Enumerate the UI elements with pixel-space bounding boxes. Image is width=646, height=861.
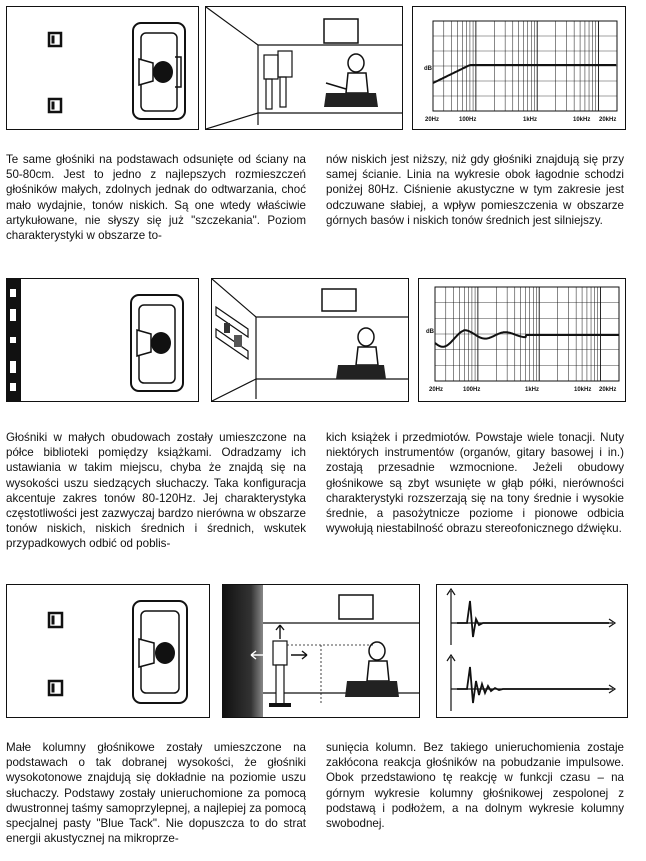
graph-x-tick: 20Hz bbox=[425, 117, 440, 123]
text-column-left-3 bbox=[6, 740, 306, 846]
speaker-icon bbox=[49, 99, 61, 112]
speaker-stand-icon bbox=[278, 51, 292, 77]
speaker-icon bbox=[49, 613, 62, 627]
room-perspective-2 bbox=[211, 278, 409, 402]
graph-x-tick: 20kHz bbox=[599, 117, 617, 123]
paragraph: nów niskich jest niższy, niż gdy głośniki znajdują się przy samej ścianie. Linia na wykresie obok łagodnie schodzi poniżej 80Hz. Ciśnienie akustyczne w tym zakresie jest odczuwane słabiej, a wpływ pomieszczenia w obszarze górnych basów i niskich tonów średnich jest silniejszy. bbox=[326, 153, 624, 227]
graph-x-tick: 100Hz bbox=[459, 117, 477, 123]
paragraph: Głośniki w małych obudowach zostały umieszczone na półce biblioteki pomiędzy książkami. Odradzamy ich ustawiania w takim miejscu, chyba że znajdą się na wysokości uszu siedzących słuchaczy. Taka konfiguracja akcentuje zakres tonów 80-120Hz. Jej charakterystyka częstotliwości jest zazwyczaj bardzo nierówna w obszarze tonów niskich, niskich średnich i średnich, wskutek przypadkowych odbić od poblis- bbox=[6, 431, 306, 551]
graph-y-label: dB bbox=[426, 329, 434, 335]
room-plan-top-view-3 bbox=[6, 584, 210, 718]
text-column-right-2 bbox=[326, 430, 624, 536]
paragraph: Te same głośniki na podstawach odsunięte od ściany na 50-80cm. Jest to jedno z najlepszych rozmieszczeń głośników małych, zdolnych jednak do odtwarzania, choć mało wydajnie, tonów niskich. Są one wtedy właściwie artykułowane, nie słyszy się już "szczekania". Poziom charakterystyki w obszarze to- bbox=[6, 153, 306, 243]
frequency-response-plot-1 bbox=[413, 7, 625, 129]
paragraph: sunięcia kolumn. Bez takiego unieruchomienia zostaje zakłócona reakcja głośników na pobudzanie impulsowe. Obok przedstawiono tę reakcję w funkcji czasu – na górnym wykresie kolumny głośnikowej zespolonej z podstawą i podłożem, a na dolnym wykresie kolumny swobodnej. bbox=[326, 741, 624, 831]
frequency-response-graph-1 bbox=[412, 6, 626, 130]
graph-x-tick: 20Hz bbox=[429, 387, 444, 393]
listener-icon bbox=[369, 642, 385, 660]
graph-x-tick: 100Hz bbox=[463, 387, 481, 393]
response-curve bbox=[433, 65, 616, 83]
picture-frame-icon bbox=[339, 595, 373, 619]
text-column-left-1 bbox=[6, 152, 306, 243]
graph-x-tick: 1kHz bbox=[523, 117, 538, 123]
impulse-response-plot bbox=[437, 585, 627, 717]
text-column-right-1 bbox=[326, 152, 624, 228]
room-plan-top-view-1 bbox=[6, 6, 199, 130]
text-column-left-2 bbox=[6, 430, 306, 552]
room-plan-drawing-2 bbox=[7, 279, 198, 401]
graph-x-tick: 20kHz bbox=[599, 387, 617, 393]
listener-head-icon bbox=[153, 61, 173, 83]
picture-frame-icon bbox=[324, 19, 358, 43]
room-perspective-drawing-1 bbox=[206, 7, 402, 129]
room-plan-top-view-2 bbox=[6, 278, 199, 402]
room-perspective-drawing-2 bbox=[212, 279, 408, 401]
frequency-response-plot-2 bbox=[419, 279, 625, 401]
paragraph: Małe kolumny głośnikowe zostały umieszczone na podstawach o tak dobranej wysokości, że głośniki wysokotonowe znajdują się dokładnie na poziomie uszu słuchaczy. Podstawy zostały unieruchomione za pomocą dwustronnej taśmy samoprzylepnej, a najlepiej za pomocą specjalnej pasty "Blue Tack". Nie dopuszcza to do strat energii akustycznej na mikroprze- bbox=[6, 741, 306, 846]
room-perspective-1 bbox=[205, 6, 403, 130]
impulse-trace-fixed bbox=[457, 601, 609, 637]
text-column-right-3 bbox=[326, 740, 624, 831]
room-perspective-drawing-3 bbox=[223, 585, 419, 717]
speaker-icon bbox=[49, 33, 61, 46]
graph-y-label: dB bbox=[424, 66, 432, 72]
speaker-stand-icon bbox=[264, 55, 278, 79]
graph-x-tick: 10kHz bbox=[574, 387, 592, 393]
listener-head-icon bbox=[151, 332, 171, 354]
speaker-stand-icon bbox=[273, 641, 287, 665]
listener-head-icon bbox=[155, 642, 175, 664]
room-plan-drawing-3 bbox=[7, 585, 209, 717]
picture-frame-icon bbox=[322, 289, 356, 311]
impulse-response-graph bbox=[436, 584, 628, 718]
paragraph: kich książek i przedmiotów. Powstaje wiele tonacji. Nuty niektórych instrumentów (organów, gitary basowej i in.) zostają przesadnie wzmocnione. Jeżeli obudowy głośnikowe są zbyt wsunięte w głąb półki, nierówności charakterystyki rozszerzają się na tony średnie i wysokie średnie, a pasożytnicze poziome i pionowe odbicia wywołują niestabilność obrazu stereofonicznego dźwięku. bbox=[326, 431, 624, 536]
listener-icon bbox=[358, 328, 374, 346]
graph-x-tick: 10kHz bbox=[573, 117, 591, 123]
speaker-icon bbox=[49, 681, 62, 695]
room-perspective-3 bbox=[222, 584, 420, 718]
graph-x-tick: 1kHz bbox=[525, 387, 540, 393]
impulse-trace-free bbox=[457, 667, 609, 703]
room-plan-drawing-1 bbox=[7, 7, 198, 129]
listener-icon bbox=[348, 54, 364, 72]
frequency-response-graph-2 bbox=[418, 278, 626, 402]
